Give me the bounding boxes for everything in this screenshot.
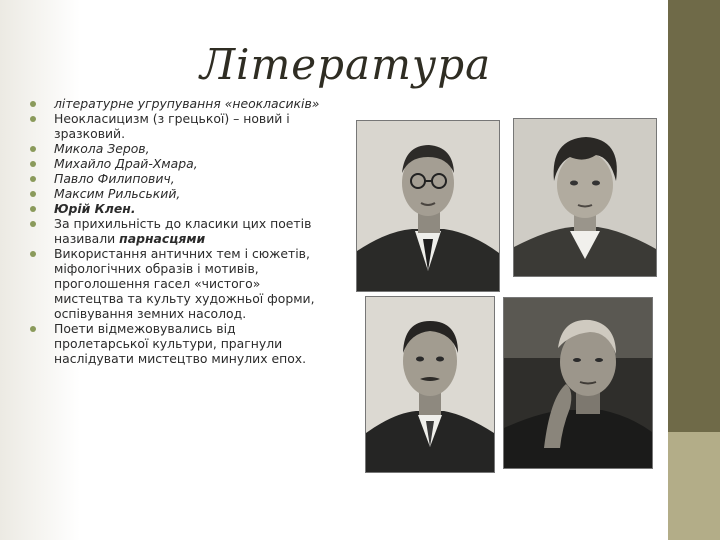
bullet-item bbox=[30, 171, 330, 186]
bullet-dot-icon bbox=[30, 116, 36, 122]
bullet-text: Максим Рильський, bbox=[54, 186, 181, 201]
bullet-item bbox=[30, 156, 330, 171]
portrait-photo-1 bbox=[356, 120, 500, 292]
bullet-dot-icon bbox=[30, 146, 36, 152]
bullet-text: Микола Зеров, bbox=[54, 141, 150, 156]
bullet-item bbox=[30, 216, 330, 246]
bullet-text: Павло Филипович, bbox=[54, 171, 175, 186]
bullet-text: За прихильність до класики цих поетів називали bbox=[54, 216, 312, 246]
bullet-text: Неокласицизм (з грецької) – новий і зразковий. bbox=[54, 111, 290, 141]
bullet-text: Юрій Клен. bbox=[54, 201, 136, 216]
slide-title: Література bbox=[200, 40, 492, 89]
bullet-item bbox=[30, 96, 330, 111]
bullet-item bbox=[30, 111, 330, 141]
portrait-photo-3 bbox=[365, 296, 495, 473]
bullet-item bbox=[30, 141, 330, 156]
portrait-photo-4 bbox=[503, 297, 653, 469]
bullet-text: парнасцями bbox=[119, 231, 206, 246]
bullet-item bbox=[30, 186, 330, 201]
bullet-dot-icon bbox=[30, 101, 36, 107]
bullet-text: літературне угрупування «неокласиків» bbox=[54, 96, 320, 111]
bullet-text: Михайло Драй-Хмара, bbox=[54, 156, 198, 171]
bullet-dot-icon bbox=[30, 221, 36, 227]
bullet-item bbox=[30, 201, 330, 216]
right-accent-bar-light bbox=[668, 432, 720, 540]
bullet-dot-icon bbox=[30, 191, 36, 197]
bullet-item bbox=[30, 246, 330, 321]
bullet-item bbox=[30, 321, 330, 366]
bullet-text: Поети відмежовувались від пролетарської культури, прагнули наслідувати мистецтво минулих епох. bbox=[54, 321, 307, 366]
bullet-list bbox=[30, 96, 330, 366]
bullet-dot-icon bbox=[30, 161, 36, 167]
bullet-dot-icon bbox=[30, 251, 36, 257]
bullet-dot-icon bbox=[30, 326, 36, 332]
bullet-dot-icon bbox=[30, 176, 36, 182]
bullet-text: Використання античних тем і сюжетів, міфологічних образів і мотивів, проголошення гасел «чистого» мистецтва та культу художньої форми, оспівування земних насолод. bbox=[54, 246, 315, 321]
bullet-dot-icon bbox=[30, 206, 36, 212]
portrait-photo-2 bbox=[513, 118, 657, 277]
